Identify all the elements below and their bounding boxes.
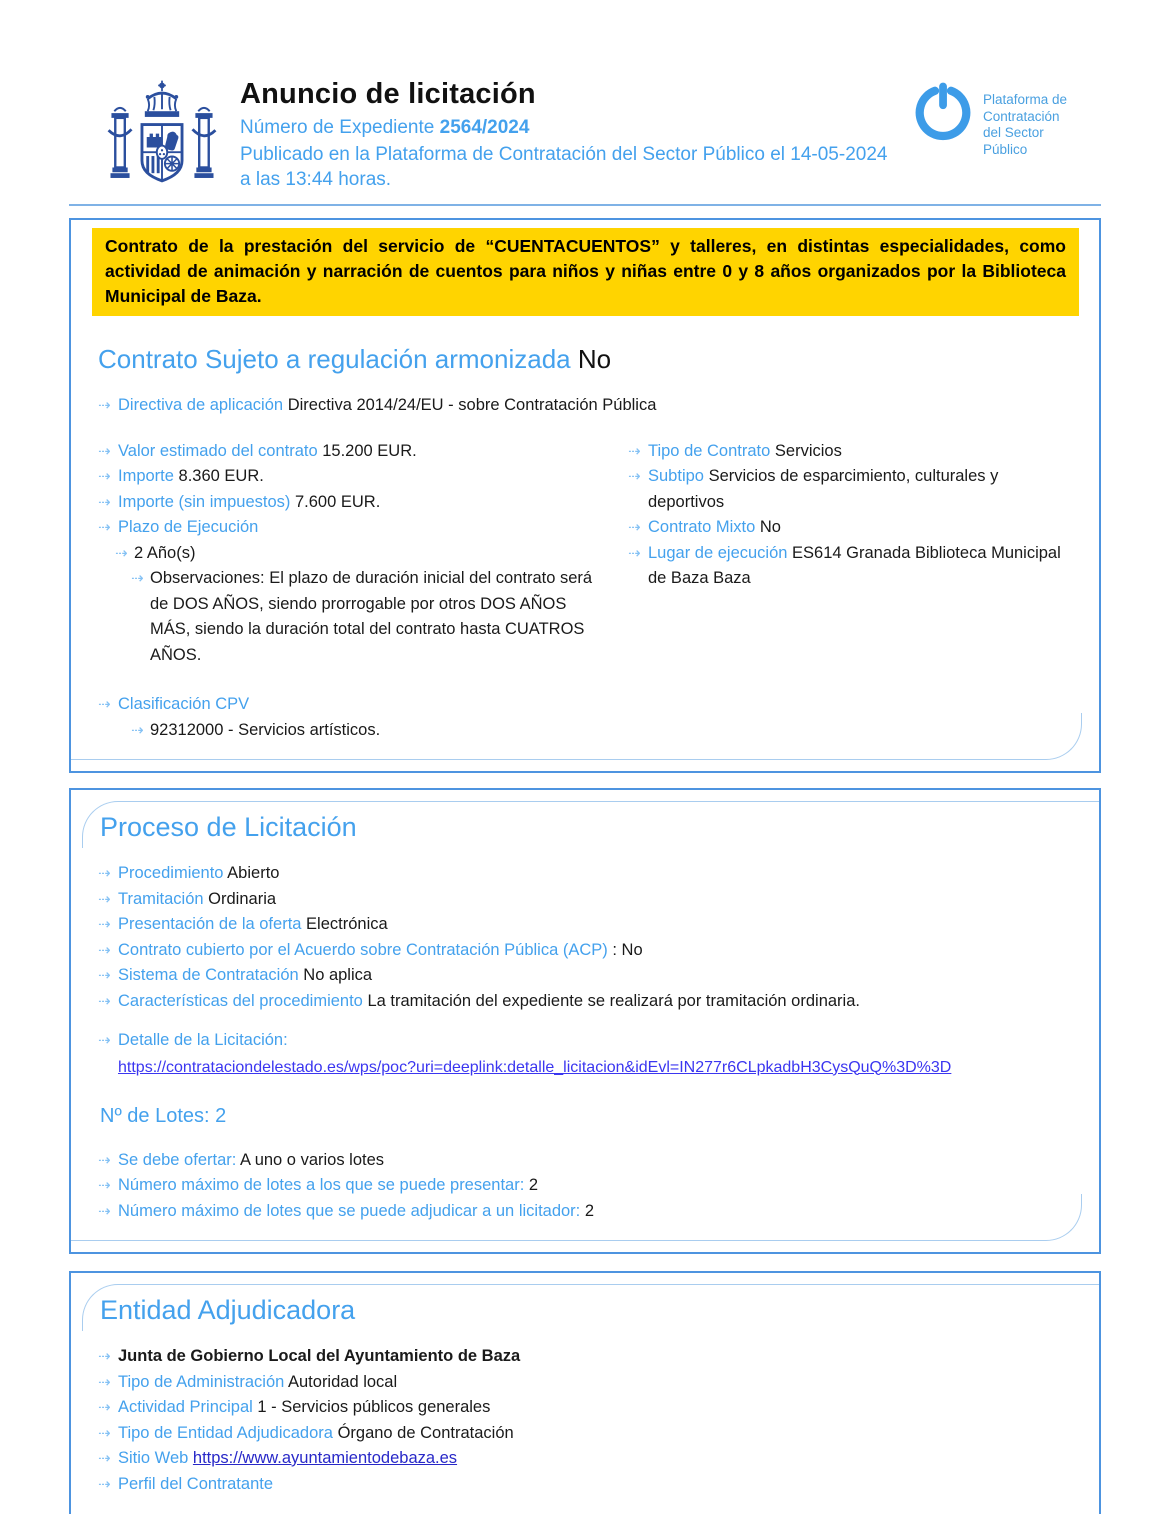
platform-logo xyxy=(911,78,1101,158)
section-entidad-adjudicadora xyxy=(69,1271,1101,1514)
field-subtipo: ⇢ Subtipo Servicios de esparcimiento, culturales y deportivos xyxy=(628,464,1079,515)
harmonized-right-column xyxy=(628,439,1079,669)
cpv-block xyxy=(98,692,1079,743)
field-directiva: ⇢ Directiva de aplicación Directiva 2014/24/EU - sobre Contratación Pública xyxy=(98,393,1079,419)
field-plazo-ejecucion: ⇢ Plazo de Ejecución xyxy=(98,515,628,541)
dashed-arrow-icon: ⇢ xyxy=(98,941,111,959)
field-plazo-duracion: ⇢ 2 Año(s) xyxy=(98,541,628,567)
contract-object-banner: Contrato de la prestación del servicio de “CUENTACUENTOS” y talleres, en distintas especialidades, como actividad de animación y narración de cuentos para niños y niñas entre 0 y 8 años organizados por la Biblioteca Municipal de Baza. xyxy=(92,228,1079,316)
dashed-arrow-icon: ⇢ xyxy=(98,1032,111,1049)
harmonized-left-column xyxy=(98,439,628,669)
field-actividad-principal: ⇢ Actividad Principal 1 - Servicios públicos generales xyxy=(98,1395,1079,1421)
dashed-arrow-icon: ⇢ xyxy=(131,570,144,587)
harmonized-heading-label: Contrato Sujeto a regulación armonizada xyxy=(98,344,571,374)
field-importe-sin-impuestos: ⇢ Importe (sin impuestos) 7.600 EUR. xyxy=(98,490,628,516)
dashed-arrow-icon: ⇢ xyxy=(98,1424,111,1442)
dashed-arrow-icon: ⇢ xyxy=(98,1373,111,1391)
dashed-arrow-icon: ⇢ xyxy=(98,397,111,414)
detalle-licitacion-link[interactable]: https://contrataciondelestado.es/wps/poc?uri=deeplink:detalle_licitacion&idEvl=IN277r6CLpkadbH3CysQuQ%3D%3D xyxy=(118,1058,952,1076)
spain-coat-of-arms-icon xyxy=(100,72,224,200)
published-line: Publicado en la Plataforma de Contratación del Sector Público el 14-05-2024 a las 13:44 horas. xyxy=(240,144,888,190)
field-importe: ⇢ Importe 8.360 EUR. xyxy=(98,464,628,490)
field-se-debe-ofertar: ⇢ Se debe ofertar: A uno o varios lotes xyxy=(98,1148,1079,1174)
dashed-arrow-icon: ⇢ xyxy=(98,1399,111,1416)
field-tipo-contrato: ⇢ Tipo de Contrato Servicios xyxy=(628,439,1079,465)
platform-name: Plataforma de Contratación del Sector Público xyxy=(983,92,1068,157)
field-valor-estimado: ⇢ Valor estimado del contrato 15.200 EUR. xyxy=(98,439,628,465)
dashed-arrow-icon: ⇢ xyxy=(115,544,128,562)
field-sitio-web: ⇢ Sitio Web https://www.ayuntamientodebaza.es xyxy=(98,1446,1079,1472)
dashed-arrow-icon: ⇢ xyxy=(628,468,641,485)
field-perfil-contratante: ⇢ Perfil del Contratante xyxy=(98,1472,1079,1498)
dashed-arrow-icon: ⇢ xyxy=(131,721,144,739)
dashed-arrow-icon: ⇢ xyxy=(98,890,111,908)
field-clasificacion-cpv: ⇢ Clasificación CPV xyxy=(98,692,1079,718)
field-procedimiento: ⇢ Procedimiento Abierto xyxy=(98,861,1079,887)
dashed-arrow-icon: ⇢ xyxy=(98,493,111,511)
harmonized-heading-value: No xyxy=(577,344,612,374)
dashed-arrow-icon: ⇢ xyxy=(98,519,111,536)
dashed-arrow-icon: ⇢ xyxy=(98,442,111,460)
field-entidad-nombre: ⇢ Junta de Gobierno Local del Ayuntamiento de Baza xyxy=(98,1344,1079,1370)
dashed-arrow-icon: ⇢ xyxy=(98,468,111,485)
lotes-heading: Nº de Lotes: 2 xyxy=(100,1104,227,1127)
field-sistema-contratacion: ⇢ Sistema de Contratación No aplica xyxy=(98,963,1079,989)
page-header xyxy=(0,0,1170,200)
header-separator xyxy=(69,204,1101,206)
expediente-number: 2564/2024 xyxy=(439,117,530,138)
field-lugar-ejecucion: ⇢ Lugar de ejecución ES614 Granada Biblioteca Municipal de Baza Baza xyxy=(628,541,1079,592)
field-caracteristicas: ⇢ Características del procedimiento La tramitación del expediente se realizará por tramitación ordinaria. xyxy=(98,989,1079,1015)
field-observaciones: ⇢ Observaciones: El plazo de duración inicial del contrato será de DOS AÑOS, siendo prorrogable por otros DOS AÑOS MÁS, siendo la duración total del contrato hasta CUATROS AÑOS. xyxy=(98,566,605,668)
field-detalle-licitacion: ⇢ Detalle de la Licitación: xyxy=(98,1028,1079,1054)
power-icon xyxy=(911,78,975,142)
expediente-label: Número de Expediente xyxy=(240,117,435,138)
dashed-arrow-icon: ⇢ xyxy=(98,967,111,984)
field-acp: ⇢ Contrato cubierto por el Acuerdo sobre Contratación Pública (ACP) : No xyxy=(98,938,1079,964)
field-tramitacion: ⇢ Tramitación Ordinaria xyxy=(98,887,1079,913)
field-contrato-mixto: ⇢ Contrato Mixto No xyxy=(628,515,1079,541)
dashed-arrow-icon: ⇢ xyxy=(98,992,111,1010)
field-tipo-administracion: ⇢ Tipo de Administración Autoridad local xyxy=(98,1370,1079,1396)
section-proceso-licitacion xyxy=(69,788,1101,1254)
expediente-line xyxy=(240,117,911,139)
harmonized-columns xyxy=(98,439,1079,669)
dashed-arrow-icon: ⇢ xyxy=(628,519,641,536)
field-cpv-code: ⇢ 92312000 - Servicios artísticos. xyxy=(98,718,1079,744)
sitio-web-link[interactable]: https://www.ayuntamientodebaza.es xyxy=(192,1449,458,1467)
dashed-arrow-icon: ⇢ xyxy=(98,1202,111,1220)
dashed-arrow-icon: ⇢ xyxy=(98,1475,111,1493)
dashed-arrow-icon: ⇢ xyxy=(628,442,641,460)
page-title: Anuncio de licitación xyxy=(240,78,536,110)
entidad-heading: Entidad Adjudicadora xyxy=(100,1295,356,1325)
header-title-block xyxy=(240,72,911,192)
dashed-arrow-icon: ⇢ xyxy=(98,1450,111,1467)
field-max-lotes-presentar: ⇢ Número máximo de lotes a los que se puede presentar: 2 xyxy=(98,1173,1079,1199)
dashed-arrow-icon: ⇢ xyxy=(98,696,111,713)
dashed-arrow-icon: ⇢ xyxy=(98,1177,111,1194)
detalle-url-row xyxy=(98,1055,1079,1081)
dashed-arrow-icon: ⇢ xyxy=(98,1348,111,1365)
field-presentacion-oferta: ⇢ Presentación de la oferta Electrónica xyxy=(98,912,1079,938)
proceso-heading: Proceso de Licitación xyxy=(100,812,357,842)
dashed-arrow-icon: ⇢ xyxy=(98,1151,111,1169)
field-max-lotes-adjudicar: ⇢ Número máximo de lotes que se puede adjudicar a un licitador: 2 xyxy=(98,1199,1079,1225)
dashed-arrow-icon: ⇢ xyxy=(628,544,641,562)
dashed-arrow-icon: ⇢ xyxy=(98,865,111,882)
field-tipo-entidad: ⇢ Tipo de Entidad Adjudicadora Órgano de Contratación xyxy=(98,1421,1079,1447)
dashed-arrow-icon: ⇢ xyxy=(98,916,111,933)
harmonized-heading xyxy=(98,344,1079,375)
section-contrato-armonizado xyxy=(69,218,1101,773)
